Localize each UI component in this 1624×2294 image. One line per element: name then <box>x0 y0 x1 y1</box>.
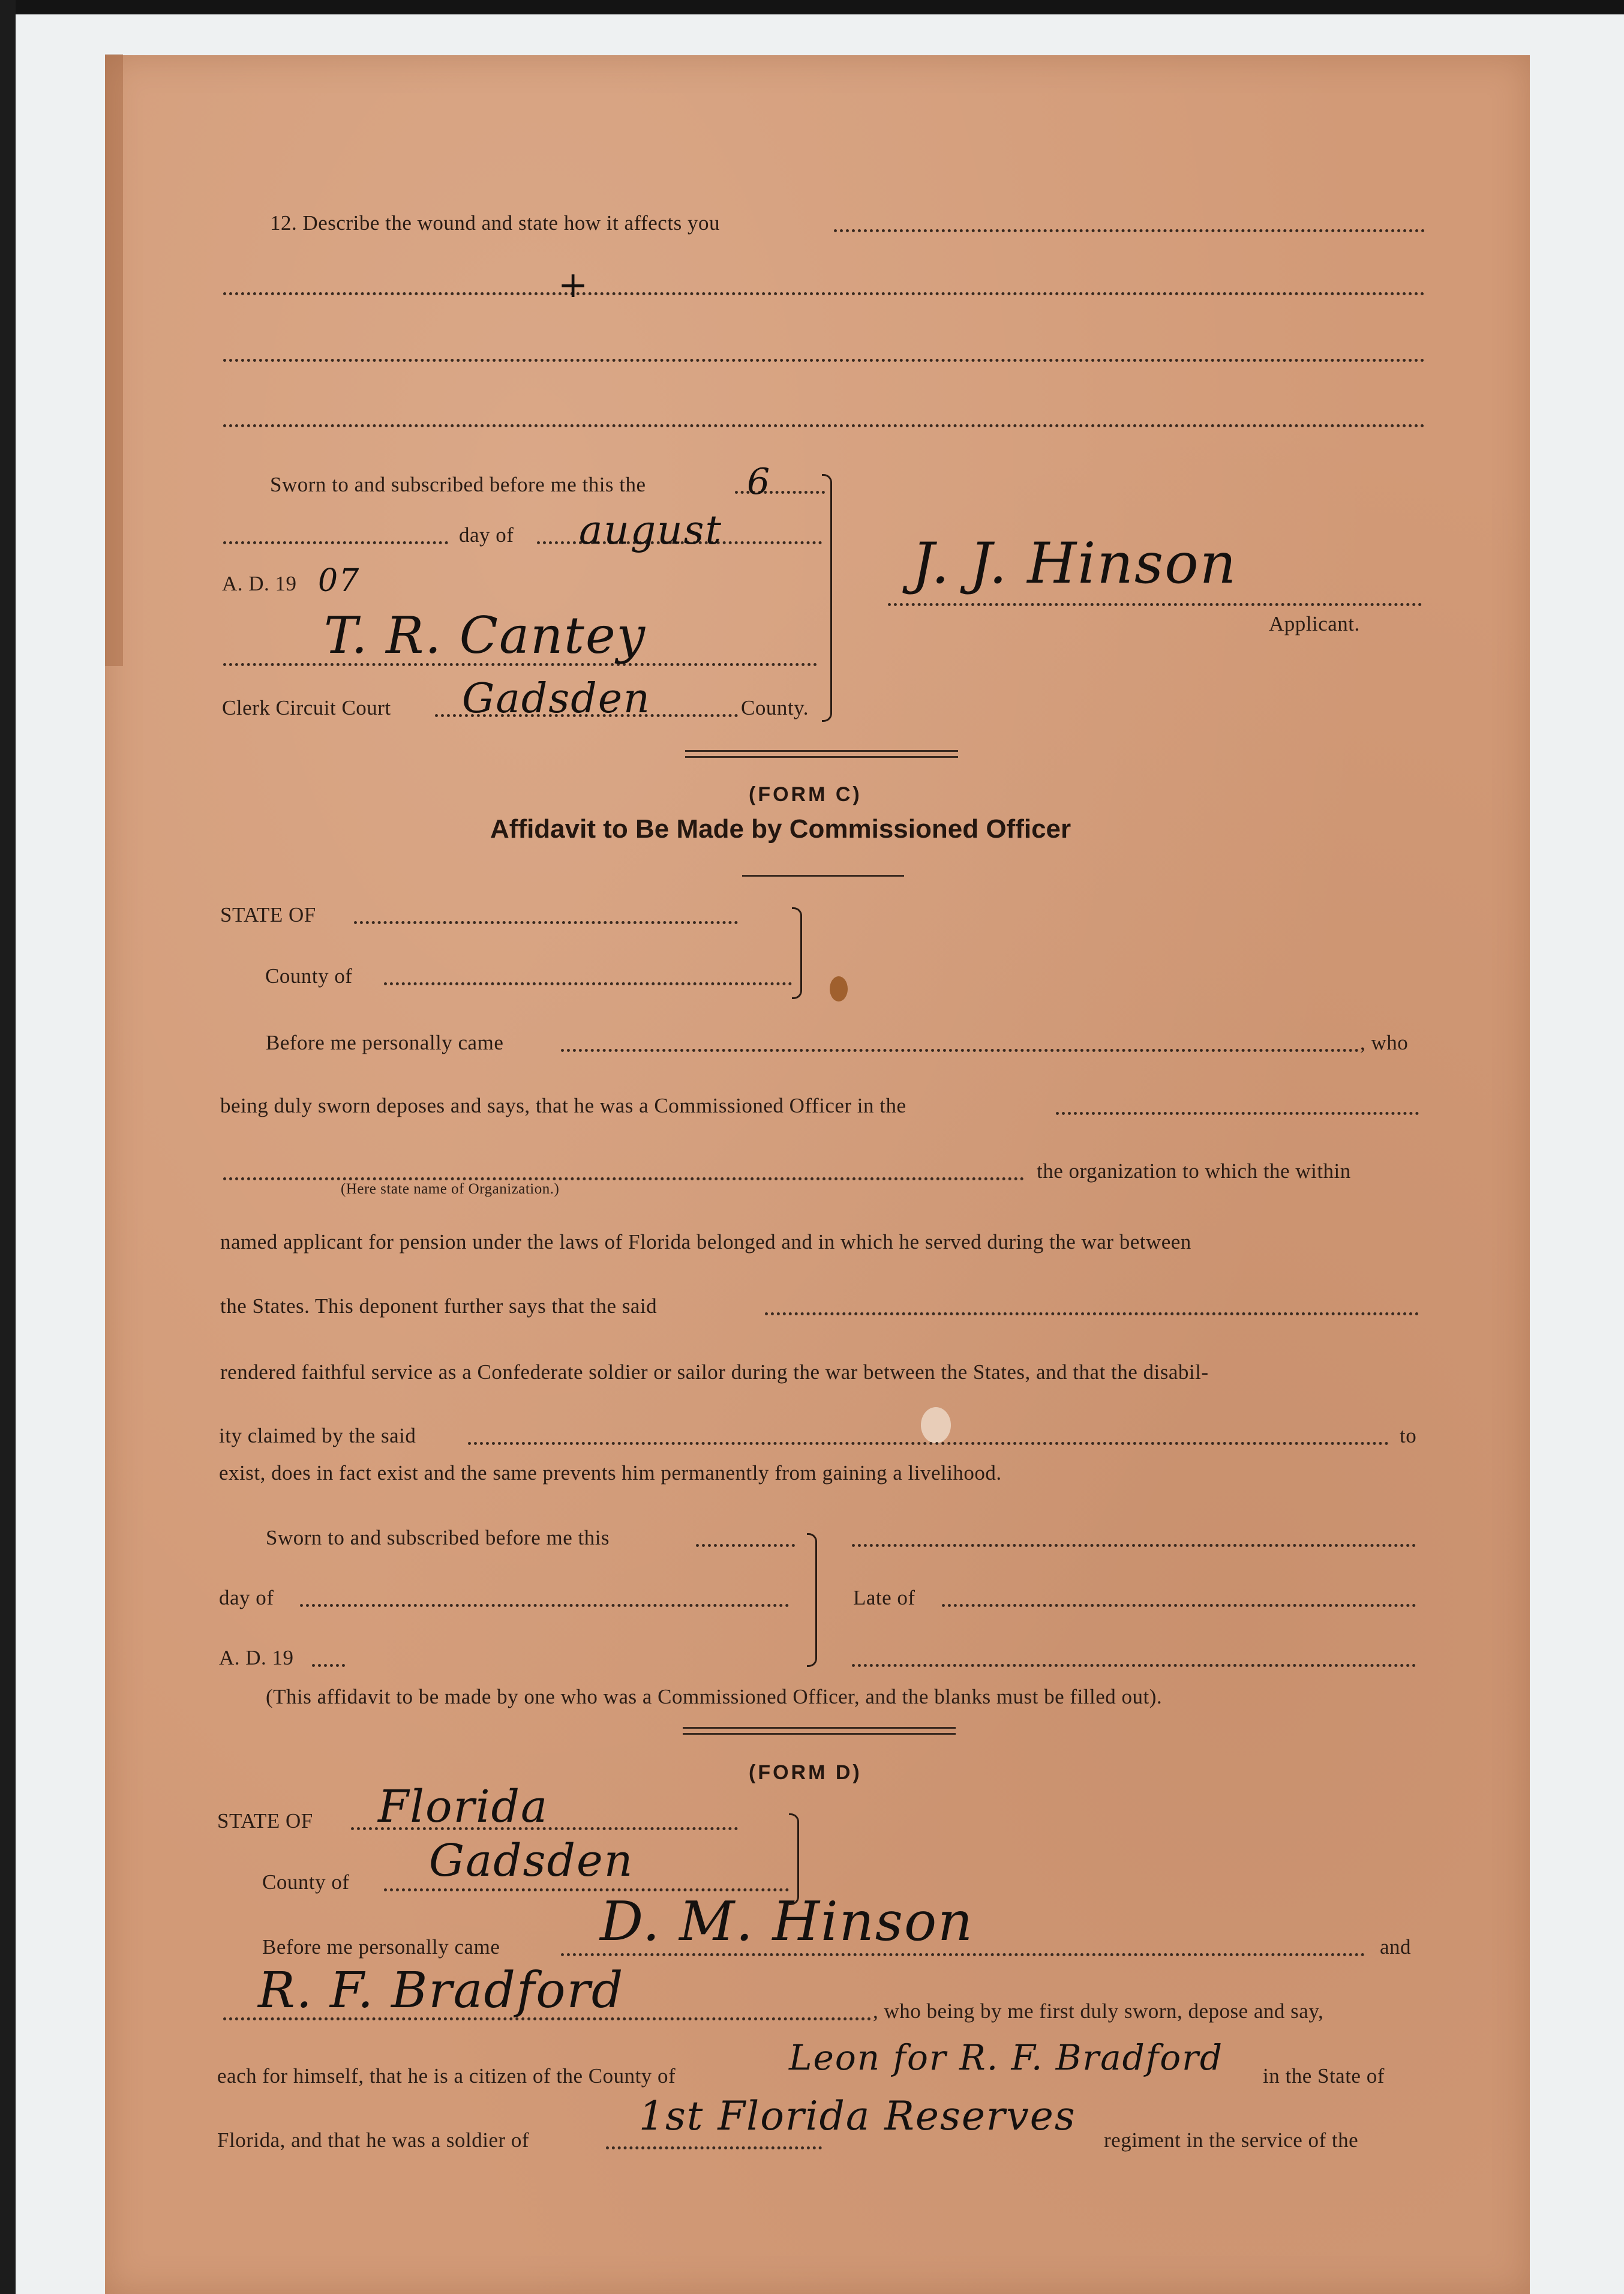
form-d-label: (FORM D) <box>749 1761 862 1784</box>
q12-answer-line-3 <box>223 359 1425 362</box>
form-c-county-blank <box>384 982 792 985</box>
form-c-disability-text: ity claimed by the said <box>219 1424 416 1447</box>
section-divider-top <box>685 750 958 752</box>
form-d-divider-top <box>683 1727 956 1729</box>
clerk-county-label: County. <box>741 696 809 719</box>
form-c-label: (FORM C) <box>749 783 862 806</box>
form-c-rank-blank <box>852 1664 1416 1667</box>
q12-answer-line-4 <box>223 424 1425 427</box>
form-d-witness1-handwritten: D. M. Hinson <box>600 1890 974 1953</box>
form-d-state-label: STATE OF <box>217 1809 313 1833</box>
clerk-label: Clerk Circuit Court <box>222 696 391 719</box>
applicant-label: Applicant. <box>1269 612 1360 635</box>
form-c-state-label: STATE OF <box>220 903 316 926</box>
clerk-county-handwritten: Gadsden <box>462 675 651 722</box>
form-c-organization-hint: (Here state name of Organization.) <box>341 1181 560 1197</box>
form-c-title: Affidavit to Be Made by Commissioned Officer <box>490 814 1071 844</box>
form-c-note: (This affidavit to be made by one who was a Commissioned Officer, and the blanks must be filled out). <box>266 1685 1163 1708</box>
paper-wear-spot <box>921 1407 951 1443</box>
form-d-each-text: each for himself, that he is a citizen of the County of <box>217 2064 676 2088</box>
jurat-ad-label: A. D. 19 <box>222 572 297 595</box>
form-d-before-text: Before me personally came <box>262 1935 500 1959</box>
q12-answer-mark: + <box>558 264 590 306</box>
form-c-organization-text: the organization to which the within <box>1037 1159 1351 1183</box>
form-c-disability-blank <box>468 1442 1389 1445</box>
paper-fold-edge <box>105 54 123 666</box>
form-d-county-label: County of <box>262 1870 350 1894</box>
form-c-late-of-blank <box>942 1604 1416 1607</box>
form-c-named-text: named applicant for pension under the laws of Florida belonged and in which he served during the war between <box>220 1230 1191 1254</box>
applicant-signature-line <box>888 603 1422 606</box>
form-c-disability-end: to <box>1400 1424 1417 1447</box>
jurat-day-handwritten: 6 <box>747 461 772 503</box>
q12-answer-line-1 <box>834 229 1425 232</box>
form-d-florida-text: Florida, and that he was a soldier of <box>217 2128 530 2152</box>
jurat-month-handwritten: august <box>579 507 723 553</box>
form-c-jurat-ad: A. D. 19 <box>219 1646 294 1669</box>
form-d-florida-end: regiment in the service of the <box>1104 2128 1359 2152</box>
form-c-officer-signature-blank <box>852 1544 1416 1547</box>
form-d-county-of-handwritten: Leon for R. F. Bradford <box>789 2037 1224 2078</box>
jurat-sworn-text: Sworn to and subscribed before me this the <box>270 473 646 496</box>
form-c-before-text: Before me personally came <box>266 1031 504 1054</box>
form-c-officer-name-blank <box>561 1049 1359 1052</box>
form-d-witness2-end: , who being by me first duly sworn, depose and say, <box>873 1999 1324 2023</box>
form-c-jurat-month-blank <box>300 1604 789 1607</box>
form-c-venue-brace-lower <box>792 952 802 999</box>
form-c-jurat-day-blank <box>696 1544 795 1547</box>
form-c-organization-blank <box>223 1177 1024 1180</box>
section-divider-bottom <box>685 756 958 758</box>
form-c-state-blank <box>354 921 738 924</box>
form-c-venue-brace-upper <box>792 907 802 954</box>
form-d-regiment-blank <box>606 2146 822 2149</box>
ink-stain <box>830 976 848 1001</box>
form-c-jurat-sworn: Sworn to and subscribed before me this <box>266 1526 610 1549</box>
form-c-jurat-brace-lower <box>807 1599 817 1667</box>
jurat-month-prefix-blank <box>223 541 448 544</box>
applicant-signature: J. J. Hinson <box>912 531 1238 596</box>
form-c-sworn-text: being duly sworn deposes and says, that he was a Commissioned Officer in the <box>220 1094 906 1117</box>
q12-answer-line-2 <box>223 292 1425 295</box>
jurat-brace-lower <box>822 597 832 722</box>
form-d-witness2-handwritten: R. F. Bradford <box>258 1962 625 2019</box>
form-c-commission-blank <box>1056 1112 1419 1115</box>
jurat-day-of-label: day of <box>459 523 514 547</box>
form-d-county-handwritten: Gadsden <box>429 1835 634 1887</box>
form-d-before-end: and <box>1380 1935 1412 1959</box>
form-d-witness1-blank <box>561 1953 1365 1956</box>
form-c-applicant-blank <box>765 1312 1419 1315</box>
form-c-county-label: County of <box>265 964 353 988</box>
form-d-regiment-handwritten: 1st Florida Reserves <box>639 2093 1076 2139</box>
form-c-jurat-brace-upper <box>807 1533 817 1601</box>
form-c-late-of-label: Late of <box>853 1586 915 1609</box>
scan-border-top <box>0 0 1624 14</box>
clerk-signature: T. R. Cantey <box>324 606 647 665</box>
jurat-brace-upper <box>822 474 832 599</box>
jurat-year-handwritten: 07 <box>318 563 361 599</box>
form-c-rendered-text: rendered faithful service as a Confederate soldier or sailor during the war between the States, and that the disabil- <box>220 1360 1209 1384</box>
form-c-title-underline <box>742 875 904 877</box>
form-c-states-text: the States. This deponent further says that the said <box>220 1294 658 1318</box>
scan-border-left <box>0 0 16 2294</box>
q12-label: 12. Describe the wound and state how it affects you <box>270 211 720 235</box>
form-c-jurat-day-of: day of <box>219 1586 274 1609</box>
form-d-each-end: in the State of <box>1263 2064 1385 2088</box>
form-c-jurat-year-blank <box>312 1664 345 1667</box>
form-c-exist-text: exist, does in fact exist and the same prevents him permanently from gaining a livelihood. <box>219 1461 1002 1485</box>
form-d-venue-brace-upper <box>789 1813 799 1860</box>
form-d-state-handwritten: Florida <box>378 1781 549 1833</box>
form-c-before-end: , who <box>1360 1031 1409 1054</box>
form-d-divider-bottom <box>683 1733 956 1735</box>
